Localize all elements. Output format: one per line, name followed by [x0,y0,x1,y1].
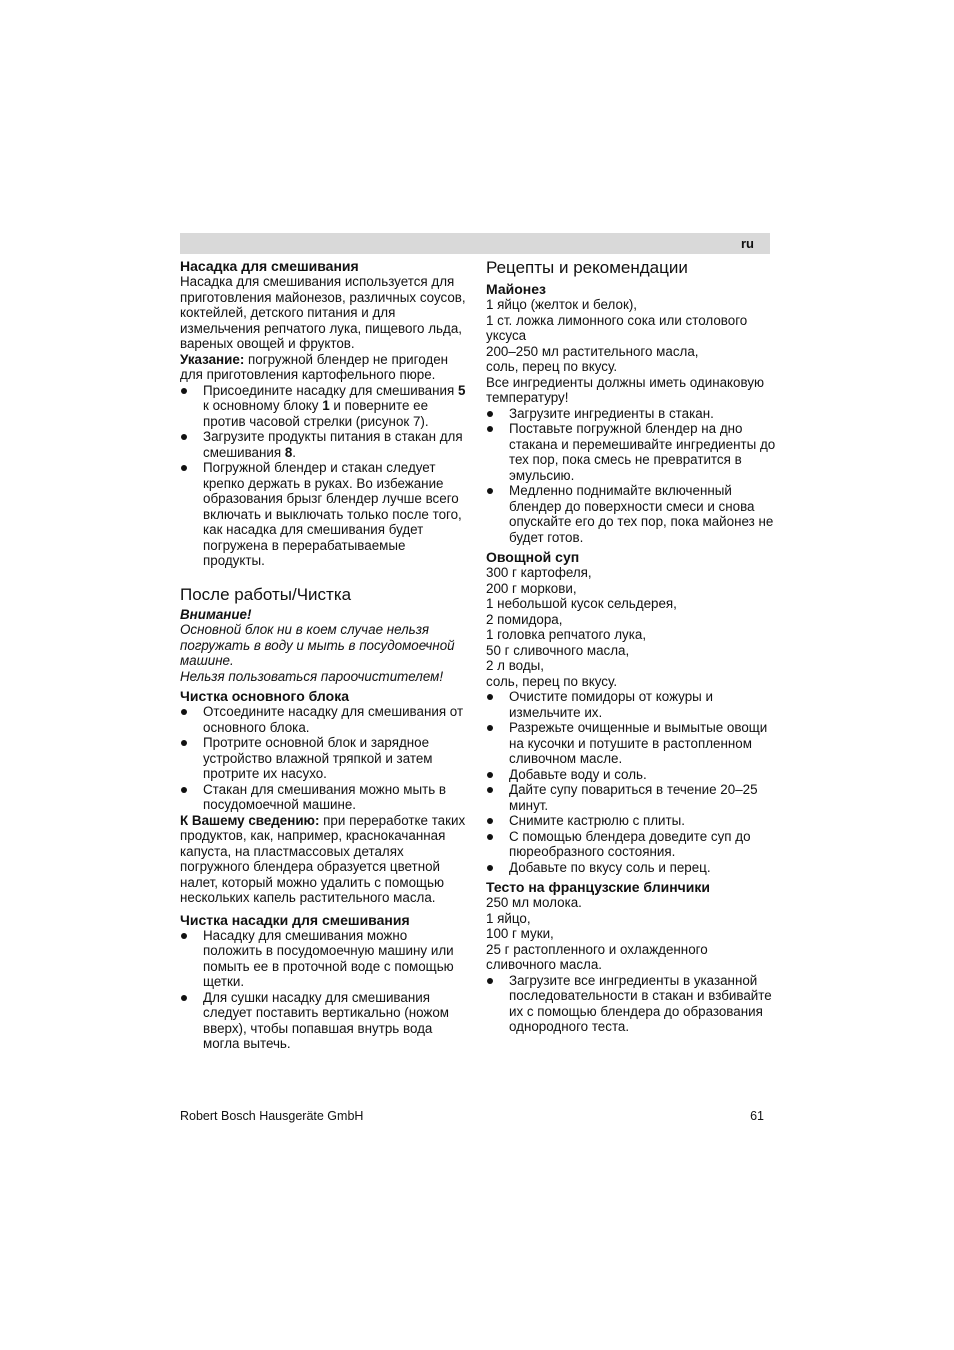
bullet-list [180,704,468,813]
bullet-list [486,689,776,875]
note-label: Указание: [180,351,245,367]
list-item: Добавьте по вкусу соль и перец. [486,860,776,876]
warning-text: Нельзя пользоваться пароочистителем! [180,668,444,684]
ingredient: 2 л воды, [486,658,544,673]
recipe-title-soup: Овощной суп [486,549,580,565]
list-item: Медленно поднимайте включенный блендер до поверхности смеси и снова опускайте его до тех пор, пока майонез не будет готов. [486,483,776,545]
ingredient: 25 г растопленного и охлажденного сливочного масла. [486,941,708,972]
ingredient: Все ингредиенты должны иметь одинаковую температуру! [486,374,765,405]
bullet-list [486,973,776,1035]
list-item: Снимите кастрюлю с плиты. [486,813,776,829]
ingredient: соль, перец по вкусу. [486,359,618,374]
list-item: Погружной блендер и стакан следует крепко держать в руках. Во избежание образования брызг блендер лучше всего включать и выключать только после того, как насадка для смешивания будет погружена в перерабатываемые продукты. [180,460,468,569]
footer-company: Robert Bosch Hausgeräte GmbH [180,1109,364,1123]
list-item: Присоедините насадку для смешивания 5 к основному блоку 1 и поверните ее против часовой стрелки (рисунок 7). [180,383,468,430]
list-item: Разрежьте очищенные и вымытые овощи на кусочки и потушите в растопленном сливочном масле. [486,720,776,767]
recipe-title-crepes: Тесто на французские блинчики [486,879,711,895]
note-label: К Вашему сведению: [180,812,320,828]
ingredient: 200 г моркови, [486,580,577,596]
list-item: Добавьте воду и соль. [486,767,776,783]
list-item: Для сушки насадку для смешивания следует поставить вертикально (ножом вверх), чтобы попавшая внутрь вода могла вытечь. [180,990,468,1052]
list-item: Дайте супу повариться в течение 20–25 минут. [486,782,776,813]
recipe-title-mayonnaise: Майонез [486,281,546,297]
note [180,352,468,383]
ingredient: 1 яйцо, [486,910,531,926]
warning-label: Внимание! [180,606,252,622]
ingredient: 250 мл молока. [486,895,582,910]
note-text: погружной блендер не пригоден для приготовления картофельного пюре. [180,351,449,382]
list-item: Поставьте погружной блендер на дно стакана и перемешивайте ингредиенты до тех пор, пока смесь не превратится в эмульсию. [486,421,776,483]
section-title-blender-attachment: Насадка для смешивания [180,258,359,274]
list-item: Протрите основной блок и зарядное устройство влажной тряпкой и затем протрите их насухо. [180,735,468,782]
ingredient: 2 помидора, [486,611,563,627]
ingredient-list [486,895,776,973]
header-bar [180,233,770,254]
list-item: Загрузите продукты питания в стакан для смешивания 8. [180,429,468,460]
left-column [180,258,468,1052]
ingredient: соль, перец по вкусу. [486,673,618,689]
ingredient: 1 ст. ложка лимонного сока или столового уксуса [486,312,748,343]
list-item: Загрузите все ингредиенты в указанной последовательности в стакан и взбивайте их с помощью блендера до образования однородного теста. [486,973,776,1035]
list-item: Загрузите ингредиенты в стакан. [486,406,776,422]
ingredient-list [486,297,776,406]
paragraph: Насадка для смешивания используется для приготовления майонезов, различных соусов, коктейлей, детского питания и для измельчения репчатого лука, пищевого льда, вареных овощей и фруктов. [180,274,466,351]
language-code: ru [741,236,754,251]
ingredient: 300 г картофеля, [486,565,592,580]
section-title-attachment-cleaning: Чистка насадки для смешивания [180,911,410,928]
warning-text: Основной блок ни в коем случае нельзя погружать в воду и мыть в посудомоечной машине. [180,622,455,668]
list-item: Насадку для смешивания можно положить в посудомоечную машину или помыть ее в проточной воде с помощью щетки. [180,928,468,990]
note-text: при переработке таких продуктов, как, например, краснокачанная капуста, на пластмассовых деталях погружного блендера образуется цветной налет, который можно удалить с помощью нескольких капель растительного масла. [180,812,466,905]
ingredient: 1 небольшой кусок сельдерея, [486,596,677,611]
ingredient: 200–250 мл растительного масла, [486,343,699,359]
ingredient: 1 яйцо (желток и белок), [486,297,637,312]
bullet-list [486,406,776,546]
list-item: Очистите помидоры от кожуры и измельчите их. [486,689,776,720]
section-title-main-unit: Чистка основного блока [180,688,349,704]
bullet-list [180,928,468,1052]
list-item: С помощью блендера доведите суп до пюреобразного состояния. [486,829,776,860]
page-number: 61 [750,1109,764,1123]
section-title-recipes: Рецепты и рекомендации [486,258,688,277]
bullet-list [180,383,468,569]
right-column [486,258,776,1035]
ingredient: 1 головка репчатого лука, [486,627,647,642]
ingredient-list [486,565,776,689]
section-title-cleaning: После работы/Чистка [180,584,352,604]
note [180,813,468,906]
list-item: Стакан для смешивания можно мыть в посудомоечной машине. [180,782,468,813]
list-item: Отсоедините насадку для смешивания от основного блока. [180,704,468,735]
ingredient: 50 г сливочного масла, [486,642,630,658]
ingredient: 100 г муки, [486,926,554,941]
